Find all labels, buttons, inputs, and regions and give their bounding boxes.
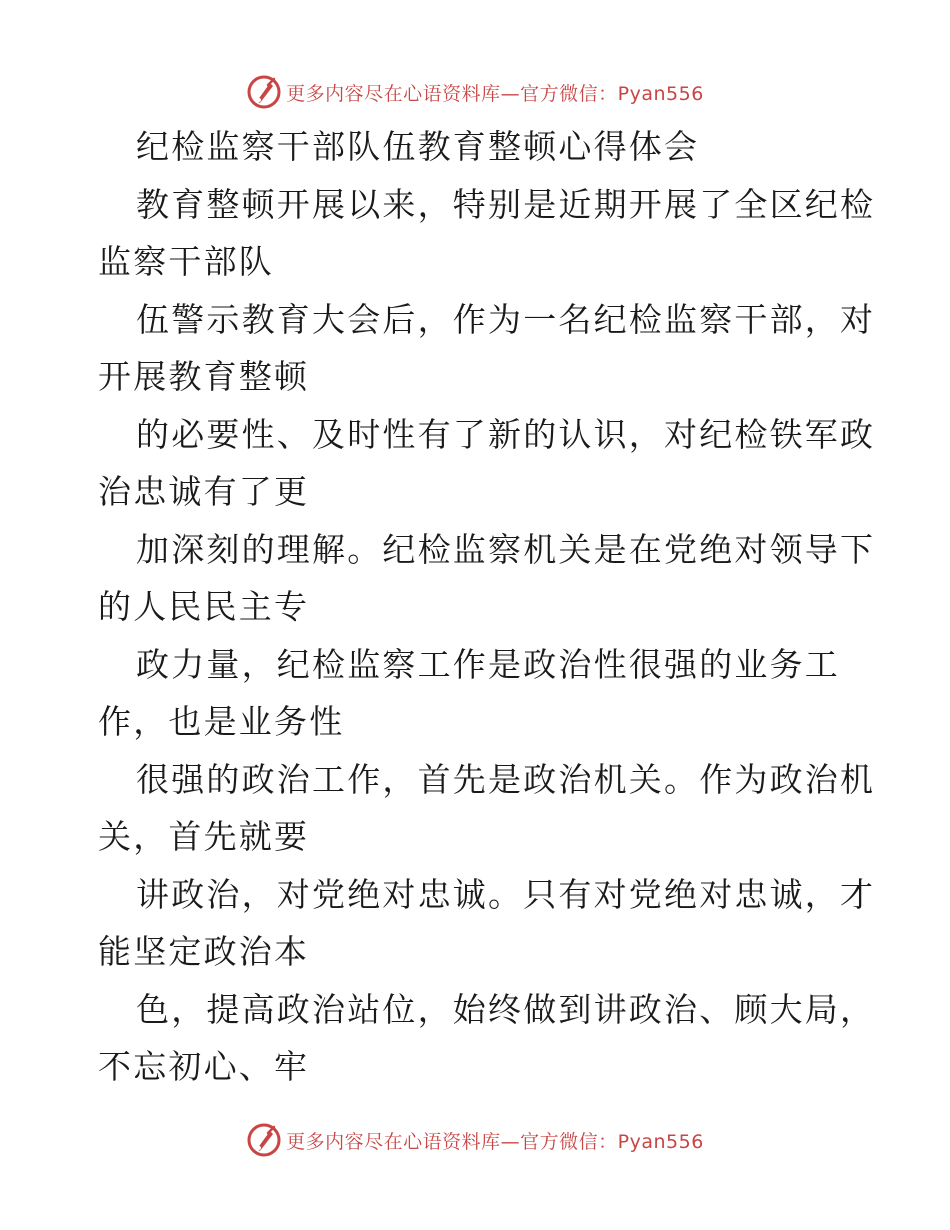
text-line: 政力量，纪检监察工作是政治性很强的业务工 — [136, 644, 840, 684]
header-banner — [0, 72, 950, 112]
document-body — [98, 118, 876, 1096]
text-line: 能坚定政治本 — [98, 932, 310, 971]
text-line: 不忘初心、牢 — [98, 1047, 310, 1086]
quill-pen-circle-icon — [246, 74, 282, 110]
footer-banner — [0, 1120, 950, 1160]
footer-banner-text: 更多内容尽在心语资料库—官方微信：Pyan556 — [286, 1130, 704, 1153]
document-title: 纪检监察干部队伍教育整顿心得体会 — [136, 127, 700, 166]
text-line: 关，首先就要 — [98, 817, 310, 856]
text-line: 的人民民主专 — [98, 587, 310, 626]
header-banner-text: 更多内容尽在心语资料库—官方微信：Pyan556 — [286, 82, 704, 105]
text-line: 加深刻的理解。纪检监察机关是在党绝对领导下 — [136, 529, 876, 569]
text-line: 伍警示教育大会后，作为一名纪检监察干部，对 — [136, 299, 876, 339]
text-line: 治忠诚有了更 — [98, 472, 310, 511]
text-line: 的必要性、及时性有了新的认识，对纪检铁军政 — [136, 414, 876, 454]
text-line: 很强的政治工作，首先是政治机关。作为政治机 — [136, 759, 876, 799]
text-line: 讲政治，对党绝对忠诚。只有对党绝对忠诚，才 — [136, 874, 876, 914]
text-line: 教育整顿开展以来，特别是近期开展了全区纪检 — [136, 184, 876, 224]
text-line: 监察干部队 — [98, 242, 274, 281]
text-line: 色，提高政治站位，始终做到讲政治、顾大局， — [136, 989, 876, 1029]
text-line: 开展教育整顿 — [98, 357, 310, 396]
quill-pen-circle-icon — [246, 1122, 282, 1158]
text-line: 作，也是业务性 — [98, 702, 345, 741]
